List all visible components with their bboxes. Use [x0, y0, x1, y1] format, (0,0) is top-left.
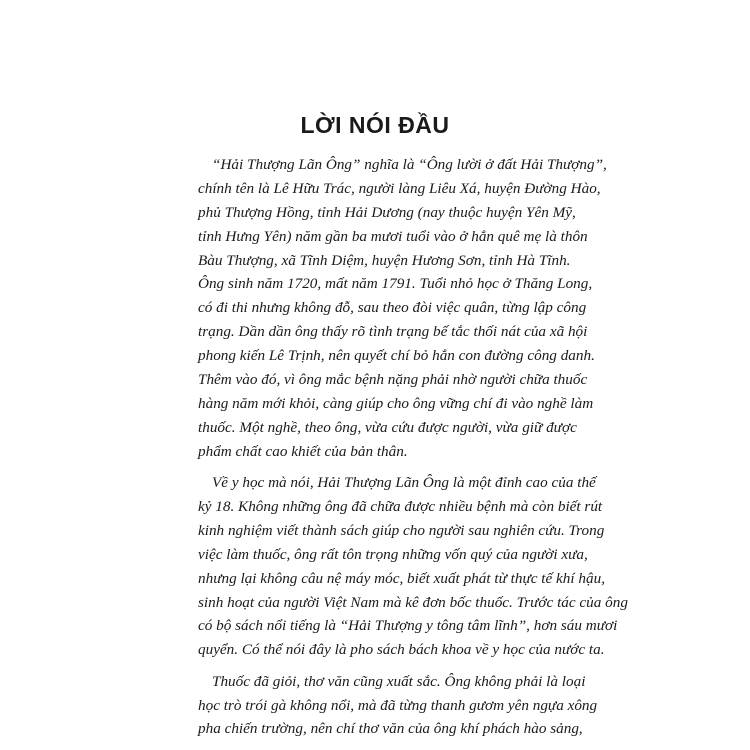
page-heading: LỜI NÓI ĐẦU [300, 112, 450, 138]
text-line: trạng. Dần dần ông thấy rõ tình trạng bế tắc thối nát của xã hội [198, 323, 588, 341]
text-line: Về y học mà nói, Hải Thượng Lãn Ông là một đỉnh cao của thế [212, 474, 596, 492]
paragraph-1 [198, 153, 607, 464]
text-line: có đi thi nhưng không đỗ, sau theo đòi việc quân, từng lập công [198, 299, 587, 317]
text-line: Bàu Thượng, xã Tĩnh Diệm, huyện Hương Sơn, tỉnh Hà Tĩnh. [198, 251, 571, 269]
text-line: có bộ sách nổi tiếng là “Hải Thượng y tông tâm lĩnh”, hơn sáu mươi [198, 617, 618, 635]
text-line: “Hải Thượng Lãn Ông” nghĩa là “Ông lười ở đất Hải Thượng”, [212, 156, 607, 173]
text-line: học trò trói gà không nổi, mà đã từng thanh gươm yên ngựa xông [198, 696, 598, 714]
paragraph-2 [198, 471, 628, 662]
text-line: phong kiến Lê Trịnh, nên quyết chí bỏ hẳn con đường công danh. [198, 347, 595, 365]
text-line: pha chiến trường, nên chí thơ văn của ông khí phách hào sảng, [198, 720, 583, 738]
paragraph-3 [198, 670, 598, 742]
text-line: phủ Thượng Hồng, tỉnh Hải Dương (nay thuộc huyện Yên Mỹ, [198, 203, 576, 221]
text-line: tỉnh Hưng Yên) năm gần ba mươi tuổi vào ở hẳn quê mẹ là thôn [198, 227, 588, 245]
text-line: Thuốc đã giỏi, thơ văn cũng xuất sắc. Ông không phải là loại [212, 672, 586, 690]
text-line: thuốc. Một nghề, theo ông, vừa cứu được người, vừa giữ được [198, 418, 577, 436]
text-line: Ông sinh năm 1720, mất năm 1791. Tuổi nhỏ học ở Thăng Long, [198, 275, 593, 293]
text-line: kỷ 18. Không những ông đã chữa được nhiều bệnh mà còn biết rút [198, 497, 603, 515]
text-line: chính tên là Lê Hữu Trác, người làng Liêu Xá, huyện Đường Hào, [198, 179, 601, 197]
text-line: Thêm vào đó, vì ông mắc bệnh nặng phải nhờ người chữa thuốc [198, 371, 588, 389]
text-line: việc làm thuốc, ông rất tôn trọng những vốn quý của người xưa, [198, 545, 588, 563]
text-line: nhưng lại không câu nệ máy móc, biết xuất phát từ thực tế khí hậu, [198, 569, 605, 587]
text-line: quyển. Có thể nói đây là pho sách bách khoa về y học của nước ta. [198, 641, 605, 659]
text-line: hàng năm mới khỏi, càng giúp cho ông vững chí đi vào nghề làm [198, 394, 594, 412]
text-line: kinh nghiệm viết thành sách giúp cho người sau nghiên cứu. Trong [198, 521, 605, 539]
text-line: sinh hoạt của người Việt Nam mà kê đơn bốc thuốc. Trước tác của ông [198, 593, 628, 611]
text-line: phẩm chất cao khiết của bản thân. [198, 442, 408, 460]
body-text [198, 153, 628, 741]
